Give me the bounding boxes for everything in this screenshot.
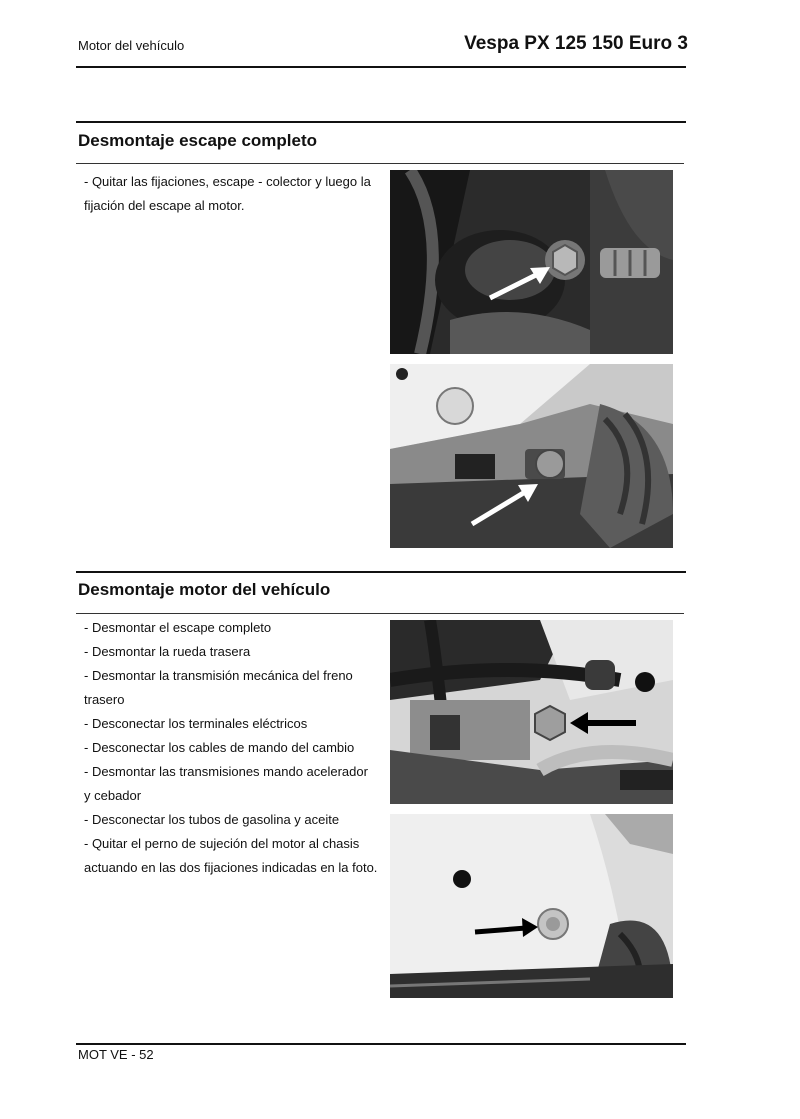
photo-exhaust-engine bbox=[390, 364, 673, 548]
text-line: trasero bbox=[84, 692, 125, 707]
footer-rule bbox=[76, 1043, 686, 1045]
photo-engine-bolt bbox=[390, 620, 673, 804]
section-title-exhaust: Desmontaje escape completo bbox=[78, 131, 318, 150]
section-rule-top bbox=[76, 571, 686, 573]
text-line: - Desmontar la transmisión mecánica del freno bbox=[84, 668, 353, 683]
section-title-engine: Desmontaje motor del vehículo bbox=[78, 580, 331, 599]
section-rule-bottom bbox=[76, 613, 684, 614]
text-line: - Desconectar los terminales eléctricos bbox=[84, 716, 308, 731]
header-rule bbox=[76, 66, 686, 68]
text-line: - Quitar las fijaciones, escape - colector y luego la bbox=[84, 174, 371, 189]
text-line: - Desmontar el escape completo bbox=[84, 620, 272, 635]
text-line: - Desmontar la rueda trasera bbox=[84, 644, 251, 659]
text-line: - Quitar el perno de sujeción del motor al chasis bbox=[84, 836, 360, 851]
section-text-exhaust bbox=[84, 170, 384, 218]
photo-exhaust-collector bbox=[390, 170, 673, 354]
photo-engine-second-bolt bbox=[390, 814, 673, 998]
text-line: y cebador bbox=[84, 788, 142, 803]
header-section-label: Motor del vehículo bbox=[78, 38, 185, 53]
header-title: Vespa PX 125 150 Euro 3 bbox=[464, 33, 688, 54]
footer-page-number: MOT VE - 52 bbox=[78, 1047, 154, 1062]
section-rule-top bbox=[76, 121, 686, 123]
text-line: actuando en las dos fijaciones indicadas en la foto. bbox=[84, 860, 378, 875]
text-line: fijación del escape al motor. bbox=[84, 198, 245, 213]
text-line: - Desconectar los cables de mando del cambio bbox=[84, 740, 355, 755]
section-text-engine bbox=[84, 616, 384, 880]
section-rule-bottom bbox=[76, 163, 684, 164]
text-line: - Desconectar los tubos de gasolina y aceite bbox=[84, 812, 340, 827]
text-line: - Desmontar las transmisiones mando acelerador bbox=[84, 764, 368, 779]
